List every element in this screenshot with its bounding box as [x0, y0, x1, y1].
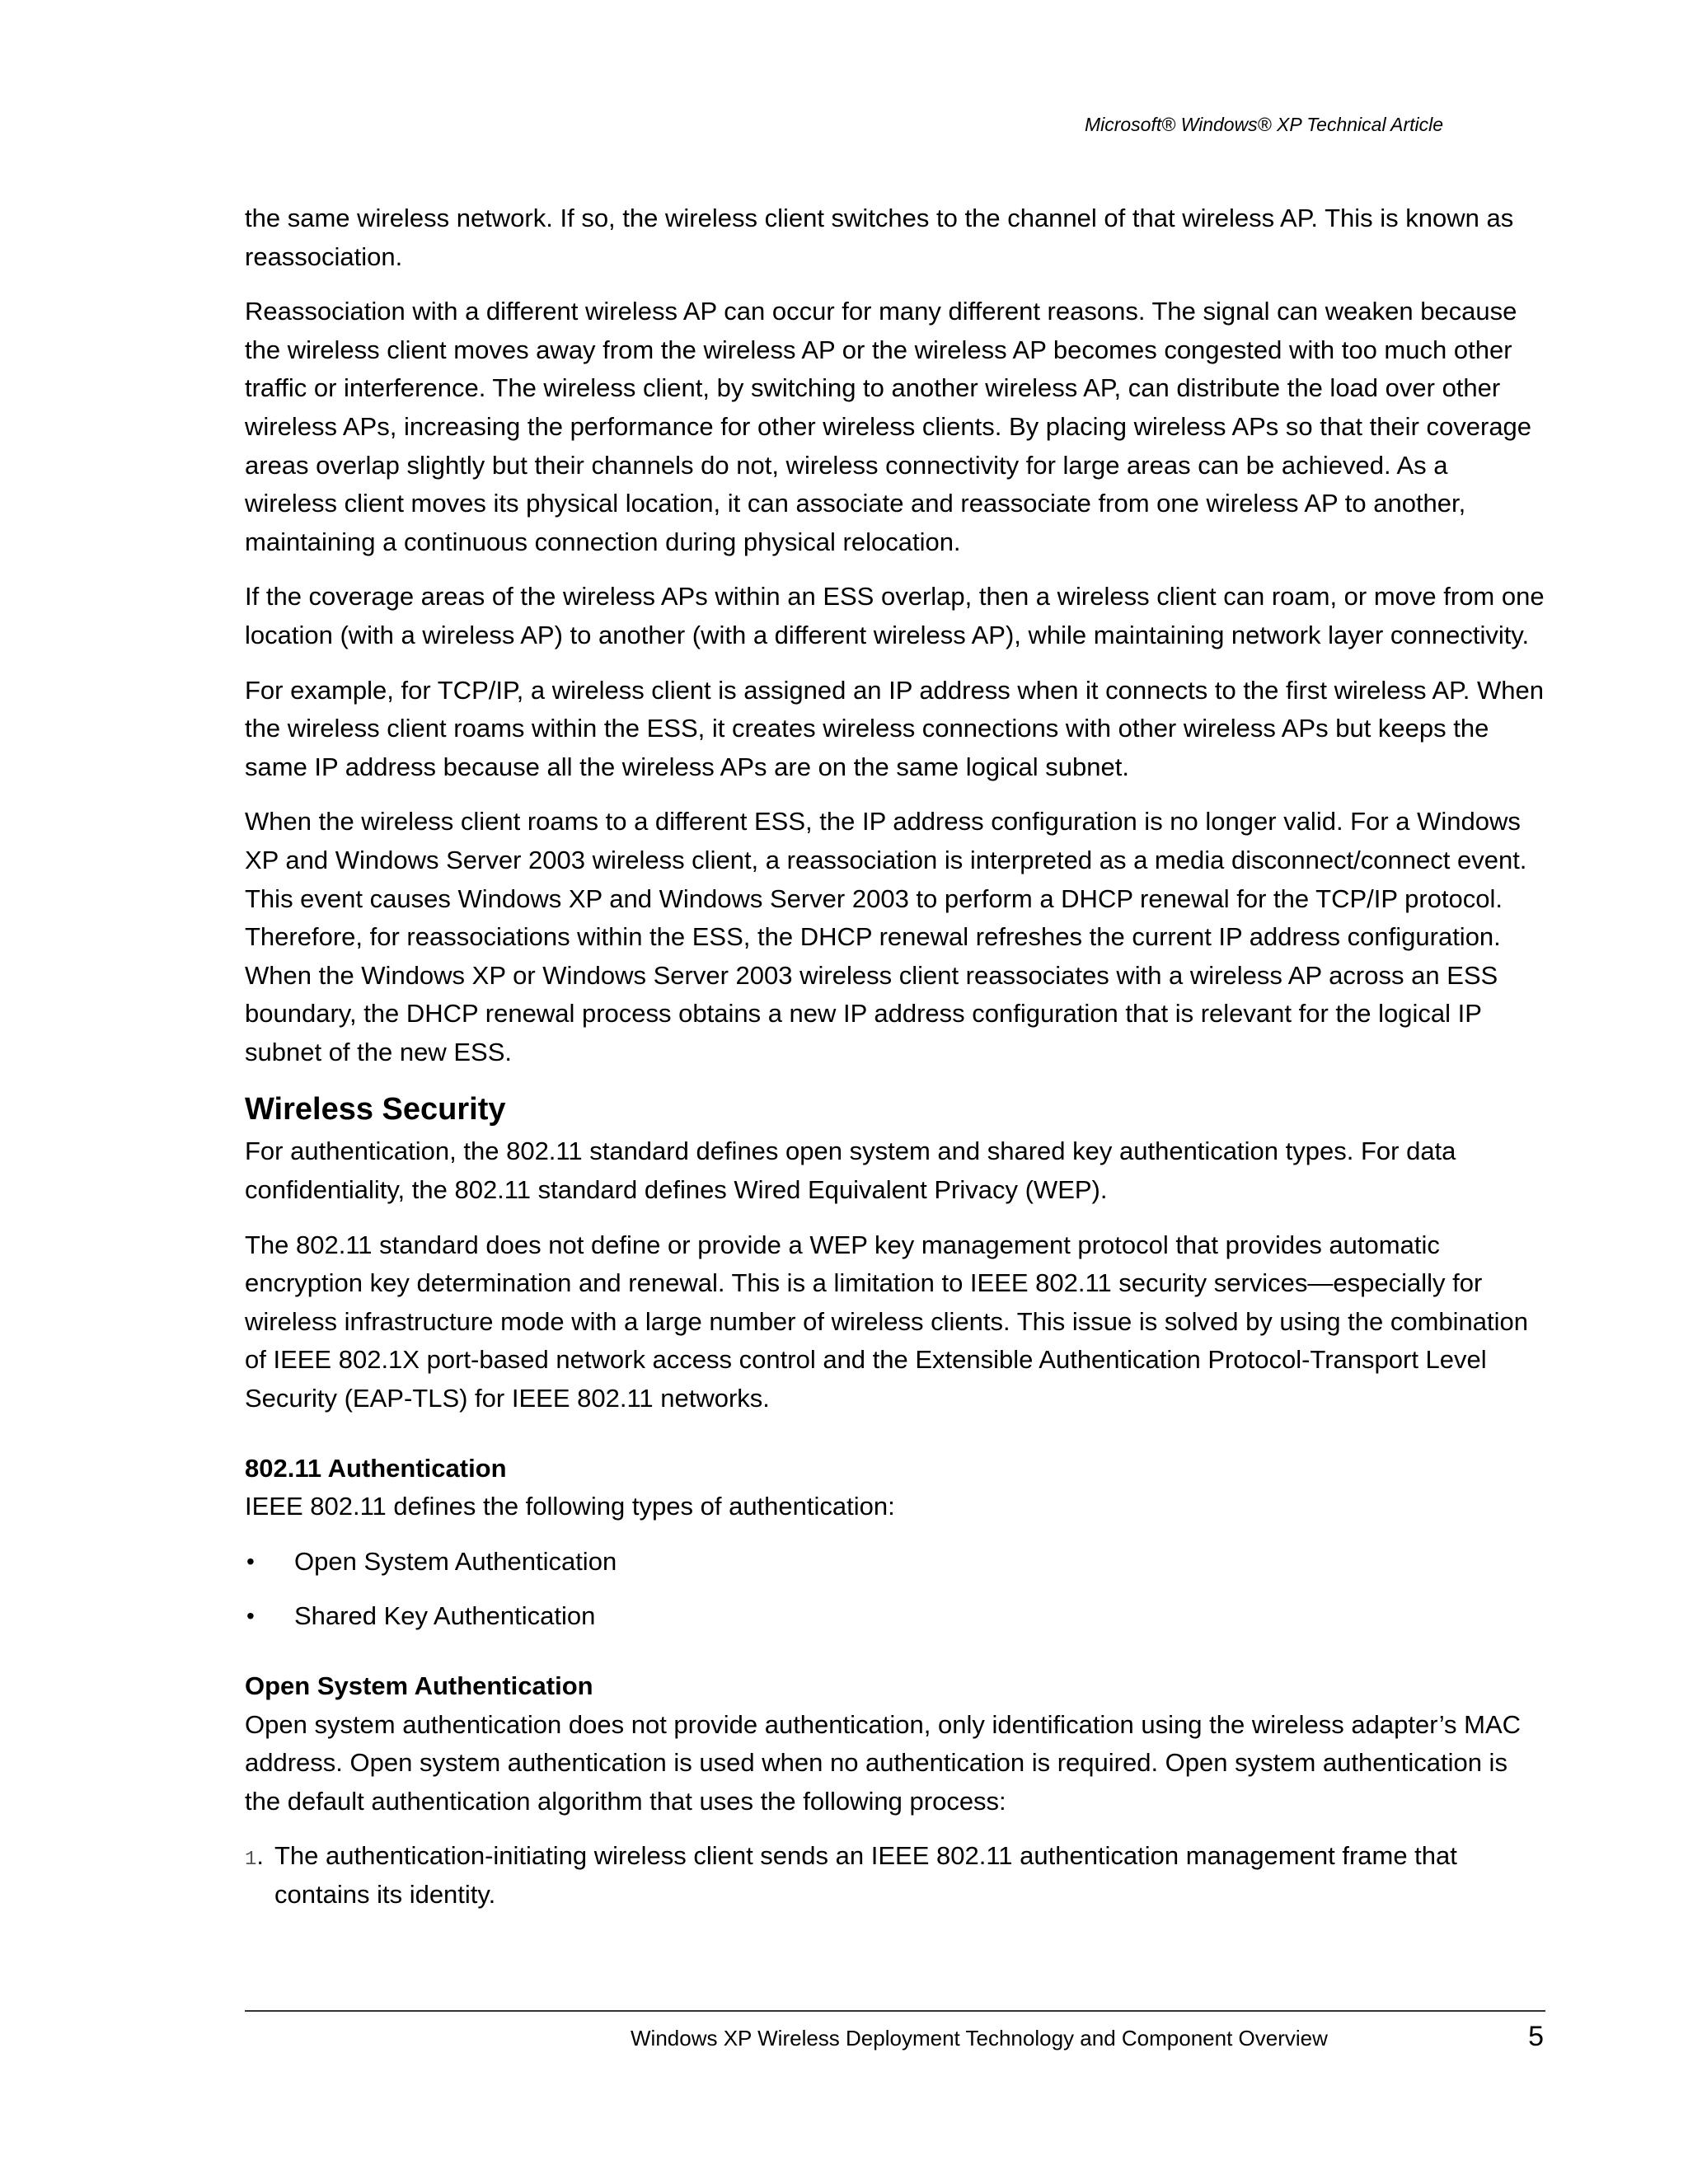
step-text: The authentication-initiating wireless client sends an IEEE 802.11 authentication management frame that contains its identity. [274, 1841, 1457, 1909]
bullet-icon: • [246, 1603, 255, 1629]
body-paragraph: IEEE 802.11 defines the following types of authentication: [245, 1492, 895, 1521]
body-paragraph: When the wireless client roams to a different ESS, the IP address configuration is no longer valid. For a Windows XP and Windows Server 2003 wireless client, a reassociation is interpreted as a media disconnect/connect event. This event causes Windows XP and Windows Server 2003 to perform a DHCP renewal for the TCP/IP protocol. Therefore, for reassociations within the ESS, the DHCP renewal refreshes the current IP address configuration. When the Windows XP or Windows Server 2003 wireless client reassociates with a wireless AP across an ESS boundary, the DHCP renewal process obtains a new IP address configuration that is relevant for the logical IP subnet of the new ESS. [245, 807, 1527, 1066]
body-paragraph: For example, for TCP/IP, a wireless client is assigned an IP address when it connects to the first wireless AP. When the wireless client roams within the ESS, it creates wireless connections with other wireless APs but keeps the same IP address because all the wireless APs are on the same logical subnet. [245, 675, 1545, 781]
footer-divider [245, 2010, 1545, 2012]
list-item [245, 1597, 1545, 1636]
list-item [245, 1543, 1545, 1582]
section-heading-wireless-security: Wireless Security [245, 1092, 506, 1127]
list-item-text: Shared Key Authentication [294, 1601, 596, 1631]
body-paragraph: Reassociation with a different wireless AP can occur for many different reasons. The signal can weaken because the wireless client moves away from the wireless AP or the wireless AP becomes congested with too much other traffic or interference. The wireless client, by switching to another wireless AP, can distribute the load over other wireless APs, increasing the performance for other wireless clients. By placing wireless APs so that their coverage areas overlap slightly but their channels do not, wireless connectivity for large areas can be achieved. As a wireless client moves its physical location, it can associate and reassociate from one wireless AP to another, maintaining a continuous connection during physical relocation. [245, 297, 1532, 556]
step-number: 1. [245, 1841, 265, 1872]
page-number: 5 [1528, 2021, 1544, 2052]
process-steps-list [245, 1837, 1545, 1914]
authentication-types-list [245, 1543, 1545, 1636]
body-paragraph: Open system authentication does not provide authentication, only identification using the wireless adapter’s MAC address. Open system authentication is used when no authentication is required. Open system authentication is the default authentication algorithm that uses the following process: [245, 1709, 1522, 1816]
bullet-icon: • [246, 1548, 255, 1574]
list-item-text: Open System Authentication [294, 1546, 617, 1576]
body-paragraph: the same wireless network. If so, the wireless client switches to the channel of that wireless AP. This is known as reassociation. [245, 204, 1514, 271]
footer-title: Windows XP Wireless Deployment Technology and Component Overview [631, 2026, 1328, 2050]
body-paragraph: The 802.11 standard does not define or provide a WEP key management protocol that provides automatic encryption key determination and renewal. This is a limitation to IEEE 802.11 security services—especially for wireless infrastructure mode with a large number of wireless clients. This issue is solved by using the combination of IEEE 802.1X port-based network access control and the Extensible Authentication Protocol-Transport Level Security (EAP-TLS) for IEEE 802.11 networks. [245, 1230, 1529, 1413]
body-paragraph: For authentication, the 802.11 standard defines open system and shared key authentication types. For data confidentiality, the 802.11 standard defines Wired Equivalent Privacy (WEP). [245, 1137, 1456, 1205]
subsection-heading-open-system: Open System Authentication [245, 1671, 593, 1700]
running-header: Microsoft® Windows® XP Technical Article [1084, 114, 1443, 135]
page-body [245, 199, 1545, 1915]
body-paragraph: If the coverage areas of the wireless APs within an ESS overlap, then a wireless client can roam, or move from one location (with a wireless AP) to another (with a different wireless AP), while maintaining network layer connectivity. [245, 582, 1545, 649]
list-item [245, 1837, 1545, 1914]
subsection-heading-80211-authentication: 802.11 Authentication [245, 1453, 507, 1483]
